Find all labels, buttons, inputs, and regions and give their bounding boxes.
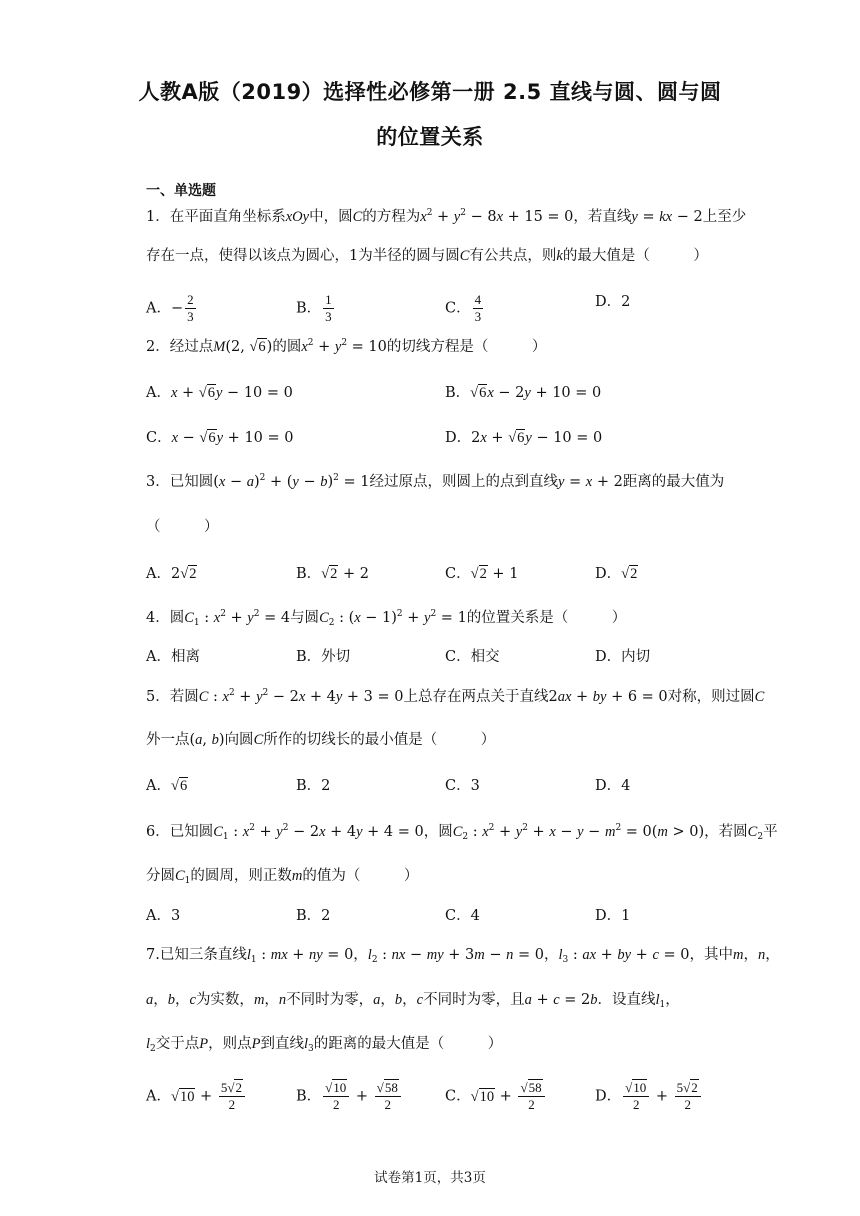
question-3-option-c: C．√2 + 1 (445, 566, 519, 582)
question-7-line1: 7.已知三条直线$l_1$ : mx + ny = 0，$l_2$ : nx − my + 3m − n = 0，$l_3$ : ax + by + c = 0，其中m，n， (146, 947, 780, 965)
question-1-option-a: A．− $\frac{2}{3}$ (146, 292, 194, 324)
question-5-option-b: B．2 (296, 778, 331, 794)
question-1-line2: 存在一点，使得以该点为圆心，1为半径的圆与圆C有公共点，则k的最大值是（ ） (146, 248, 708, 264)
question-4-option-a: A．相离 (146, 649, 200, 665)
question-5-option-d: D．4 (595, 778, 631, 794)
question-1-option-d: D．2 (595, 294, 631, 310)
question-5-line1: 5．若圆C : $x^2 + y^2 - 2x + 4y + 3 = 0$上总存在两点关于直线2ax + by + 6 = 0对称，则过圆C (146, 688, 765, 705)
question-2-stem: 2．经过点M(2, √6)的圆$x^2 + y^2 = 10$的切线方程是（ ） (146, 338, 547, 355)
question-6-option-d: D．1 (595, 908, 631, 924)
question-3-line2: （ ） (146, 519, 219, 535)
question-1-option-b: B． $\frac{1}{3}$ (296, 292, 332, 324)
document-title-line1: 人教A版（2019）选择性必修第一册 2.5 直线与圆、圆与圆 (138, 80, 722, 104)
question-1-line1: 1．在平面直角坐标系xOy中，圆C的方程为$x^2 + y^2 - 8x + 15 = 0$，若直线y = kx − 2上至少 (146, 208, 747, 225)
page-footer: 试卷第1页，共3页 (374, 1170, 486, 1186)
section-heading: 一、单选题 (146, 183, 216, 199)
question-3-option-a: A．2√2 (146, 566, 197, 582)
question-5-line2: 外一点(a, b)向圆C所作的切线长的最小值是（ ） (146, 732, 496, 748)
question-2-option-b: B．√6x − 2y + 10 = 0 (445, 385, 602, 401)
question-7-option-c: C．√10 + $\frac{√58}{2}$ (445, 1080, 547, 1113)
question-7-option-b: B． $\frac{√10}{2}$ + $\frac{√58}{2}$ (296, 1080, 403, 1113)
question-6-option-a: A．3 (146, 908, 181, 924)
question-7-line2: a，b，c为实数，m，n不同时为零，a，b，c不同时为零，且a + c = 2b．设直线$l_1$， (146, 992, 680, 1010)
question-3-option-b: B．√2 + 2 (296, 566, 369, 582)
question-3-line1: 3．已知圆$(x - a)^2 + (y - b)^2 = 1$经过原点，则圆上的点到直线y = x + 2距离的最大值为 (146, 473, 725, 490)
question-4-stem: 4．圆$C_1$ : $x^2 + y^2 = 4$与圆$C_2$ : $(x - 1)^2 + y^2 = 1$的位置关系是（ ） (146, 609, 627, 628)
question-4-option-c: C．相交 (445, 649, 500, 665)
question-5-option-a: A．√6 (146, 778, 188, 794)
question-6-option-b: B．2 (296, 908, 331, 924)
question-3-option-d: D．√2 (595, 566, 638, 582)
question-2-option-c: C．x − √6y + 10 = 0 (146, 430, 294, 446)
question-6-option-c: C．4 (445, 908, 480, 924)
question-2-option-d: D．2x + √6y − 10 = 0 (445, 430, 603, 446)
question-4-option-d: D．内切 (595, 649, 651, 665)
question-6-line1: 6．已知圆$C_1$ : $x^2 + y^2 - 2x + 4y + 4 = 0$，圆$C_2$ : $x^2 + y^2 + x - y - m^2 = 0(m > 0)$，若圆$C_2$平 (146, 823, 778, 842)
document-title-line2: 的位置关系 (376, 125, 484, 149)
question-7-option-d: D． $\frac{√10}{2}$ + $\frac{5√2}{2}$ (595, 1080, 703, 1113)
question-2-option-a: A．x + √6y − 10 = 0 (146, 385, 293, 401)
question-1-option-c: C． $\frac{4}{3}$ (445, 292, 482, 324)
question-7-line3: $l_2$交于点P，则点P到直线$l_3$的距离的最大值是（ ） (146, 1036, 503, 1054)
question-5-option-c: C．3 (445, 778, 480, 794)
question-7-option-a: A．√10 + $\frac{5√2}{2}$ (146, 1080, 247, 1113)
question-4-option-b: B．外切 (296, 649, 351, 665)
question-6-line2: 分圆$C_1$的圆周，则正数m的值为（ ） (146, 868, 419, 886)
